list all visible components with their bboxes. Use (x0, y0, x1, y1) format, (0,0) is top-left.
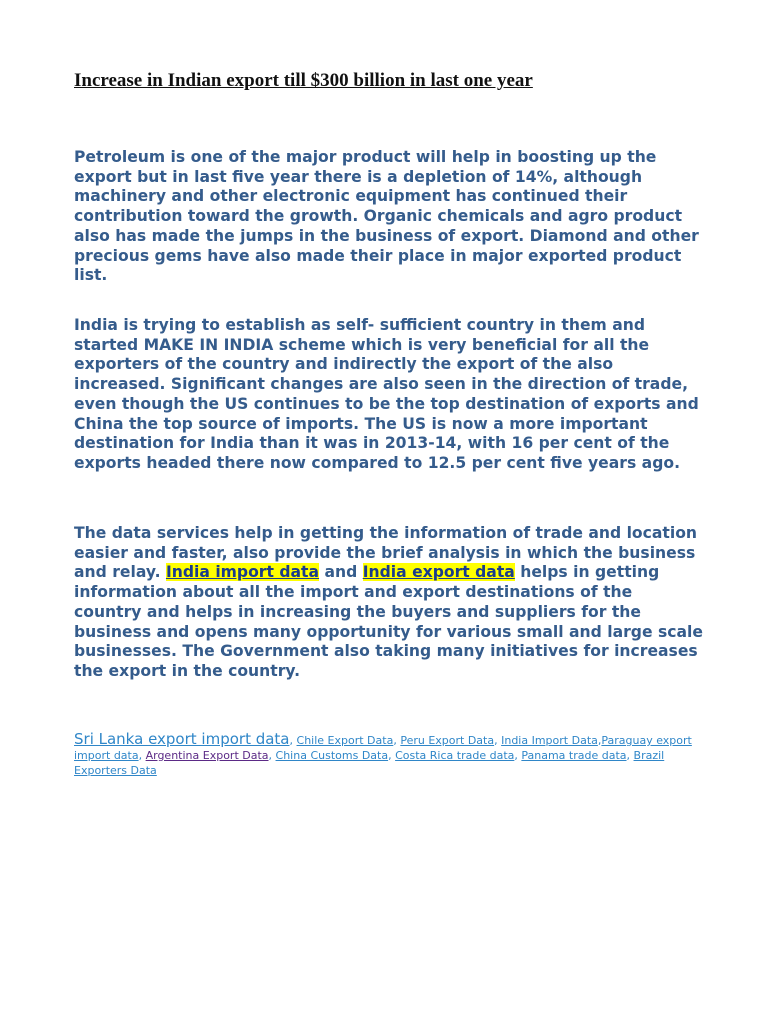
link-separator: , (494, 734, 502, 747)
related-links (74, 732, 704, 778)
costa-rica-link[interactable]: Costa Rica trade data (395, 749, 515, 762)
link-separator: , (289, 734, 297, 747)
link-separator: , (388, 749, 396, 762)
paragraph-text-part2: and (319, 563, 363, 582)
paraguay-link[interactable]: Paraguay export import data (74, 734, 692, 762)
chile-link[interactable]: Chile Export Data (296, 734, 394, 747)
document-title: Increase in Indian export till $300 billion in last one year (74, 70, 533, 91)
paragraph-text-part3: helps in getting information about all the import and export destinations of the country and helps in increasing the buyers and suppliers for the business and opens many opportunity for various small and large scale businesses. The Government also taking many initiatives for increases the export in the country. (74, 563, 703, 680)
paragraph-data-services (74, 524, 704, 682)
link-separator: , (138, 749, 146, 762)
paragraph-petroleum: Petroleum is one of the major product will help in boosting up the export but in last five year there is a depletion of 14%, although machinery and other electronic equipment has continued their contribution toward the growth. Organic chemicals and agro product also has made the jumps in the business of export. Diamond and other precious gems have also made their place in major exported product list. (74, 148, 699, 285)
panama-link[interactable]: Panama trade data (521, 749, 627, 762)
india-import-data-link[interactable]: India import data (165, 563, 320, 582)
paragraph-make-in-india: India is trying to establish as self- sufficient country in them and started MAKE IN INDIA scheme which is very beneficial for all the exporters of the country and indirectly the export of the also increased. Significant changes are also seen in the direction of trade, even though the US continues to be the top destination of exports and China the top source of imports. The US is now a more important destination for India than it was in 2013-14, with 16 per cent of the exports headed there now compared to 12.5 per cent five years ago. (74, 316, 699, 472)
china-link[interactable]: China Customs Data (275, 749, 389, 762)
argentina-link[interactable]: Argentina Export Data (145, 749, 269, 762)
link-separator: , (268, 749, 276, 762)
link-separator: , (393, 734, 401, 747)
peru-link[interactable]: Peru Export Data (400, 734, 495, 747)
sri-lanka-link[interactable]: Sri Lanka export import data (74, 730, 290, 748)
paragraph-text-part1: The data services help in getting the information of trade and location easier and faster, also provide the brief analysis in which the business and relay. (74, 524, 698, 582)
link-separator: , (626, 749, 634, 762)
link-separator: , (597, 734, 602, 747)
india-import-link[interactable]: India Import Data (501, 734, 598, 747)
india-export-data-link[interactable]: India export data (362, 563, 515, 582)
brazil-link[interactable]: Brazil Exporters Data (74, 749, 665, 777)
link-separator: , (514, 749, 522, 762)
